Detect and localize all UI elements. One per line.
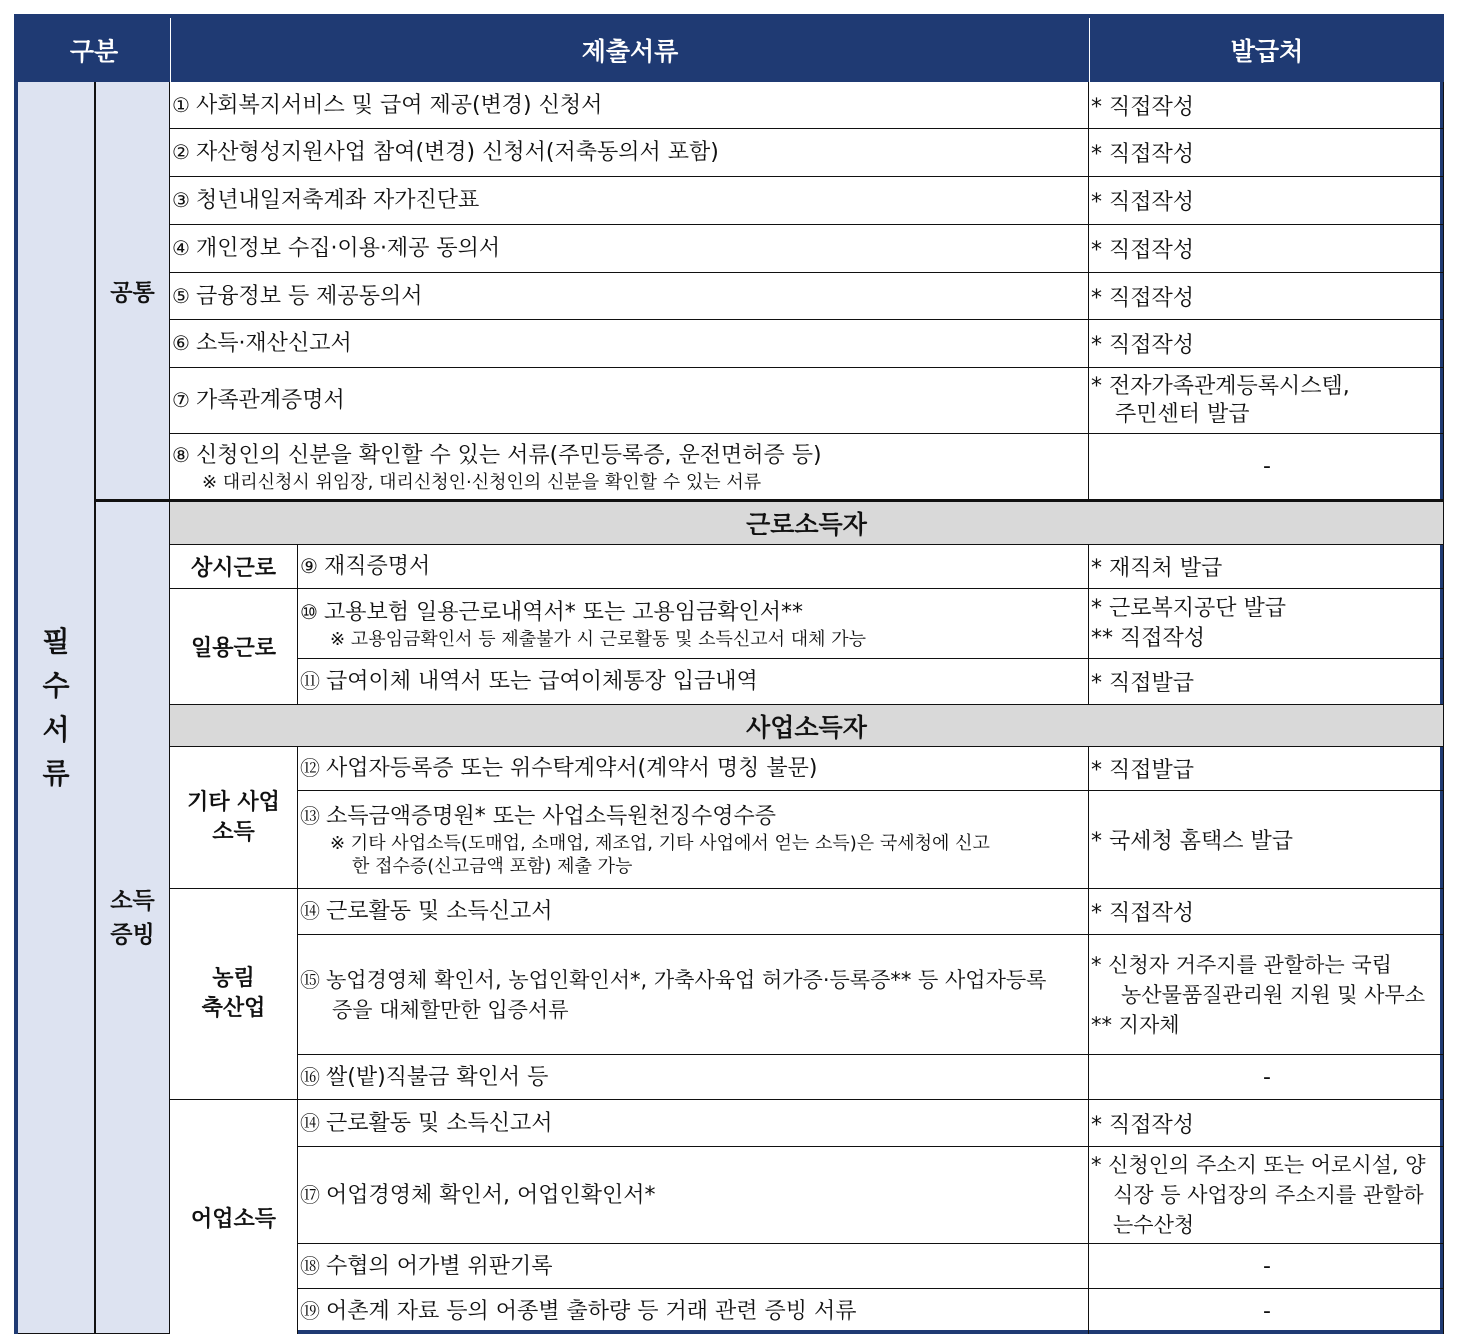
list-item: ① 사회복지서비스 및 급여 제공(변경) 신청서 <box>170 82 1089 129</box>
issuer-cell: * 국세청 홈택스 발급 <box>1089 791 1444 889</box>
issuer-cell: * 직접발급 <box>1089 659 1444 705</box>
list-item: ④ 개인정보 수집·이용·제공 동의서 <box>170 225 1089 273</box>
issuer-cell: - <box>1089 1289 1444 1334</box>
list-item: ③ 청년내일저축계좌 자가진단표 <box>170 177 1089 225</box>
header-issuer <box>1089 18 1444 82</box>
list-item: ⑱ 수협의 어가별 위판기록 <box>298 1244 1089 1289</box>
issuer-cell: * 신청자 거주지를 관할하는 국립 농산물품질관리원 지원 및 사무소 ** 지자체 <box>1089 935 1444 1055</box>
header-category-label: 구분 <box>69 37 119 66</box>
group-income: 소득 증빙 <box>96 502 170 1334</box>
list-item: ② 자산형성지원사업 참여(변경) 신청서(저축동의서 포함) <box>170 129 1089 177</box>
list-item: ⑥ 소득·재산신고서 <box>170 320 1089 368</box>
issuer-cell: - <box>1089 1055 1444 1100</box>
list-item: ⑧ 신청인의 신분을 확인할 수 있는 서류(주민등록증, 운전면허증 등) ※ 대리신청시 위임장, 대리신청인·신청인의 신분을 확인할 수 있는 서류 <box>170 434 1089 502</box>
sub-label-agriculture: 농림 축산업 <box>170 889 298 1100</box>
required-docs-text: 필 수 서 류 <box>42 624 70 790</box>
list-item: ⑭ 근로활동 및 소득신고서 <box>298 889 1089 935</box>
list-item: ⑪ 급여이체 내역서 또는 급여이체통장 입금내역 <box>298 659 1089 705</box>
sub-label-other-business: 기타 사업 소득 <box>170 747 298 889</box>
document-table <box>14 14 1444 1334</box>
list-item: ⑦ 가족관계증명서 <box>170 368 1089 434</box>
issuer-cell: * 근로복지공단 발급 ** 직접작성 <box>1089 589 1444 659</box>
required-docs-label <box>18 82 96 1334</box>
list-item: ⑫ 사업자등록증 또는 위수탁계약서(계약서 명칭 불문) <box>298 747 1089 791</box>
header-documents <box>170 18 1089 82</box>
list-item: ⑰ 어업경영체 확인서, 어업인확인서* <box>298 1147 1089 1244</box>
sub-label-fishery: 어업소득 <box>170 1100 298 1334</box>
sub-label-regular: 상시근로 <box>170 545 298 589</box>
issuer-cell: * 직접작성 <box>1089 225 1444 273</box>
issuer-cell: * 직접작성 <box>1089 82 1444 129</box>
issuer-cell: - <box>1089 1244 1444 1289</box>
list-item: ⑲ 어촌계 자료 등의 어종별 출하량 등 거래 관련 증빙 서류 <box>298 1289 1089 1334</box>
header-issuer-label: 발급처 <box>1230 37 1304 66</box>
list-item: ⑨ 재직증명서 <box>298 545 1089 589</box>
issuer-cell: * 직접작성 <box>1089 273 1444 320</box>
issuer-cell: * 직접작성 <box>1089 1100 1444 1147</box>
issuer-cell: - <box>1089 434 1444 502</box>
header-category <box>18 18 170 82</box>
list-item: ⑮ 농업경영체 확인서, 농업인확인서*, 가축사육업 허가증·등록증** 등 사업자등록 증을 대체할만한 입증서류 <box>298 935 1089 1055</box>
sub-label-daily: 일용근로 <box>170 589 298 705</box>
issuer-cell: * 직접작성 <box>1089 129 1444 177</box>
list-item: ⑬ 소득금액증명원* 또는 사업소득원천징수영수증 ※ 기타 사업소득(도매업, 소매업, 제조업, 기타 사업에서 얻는 소득)은 국세청에 신고 한 접수증(신고금액 포함) 제출 가능 <box>298 791 1089 889</box>
header-documents-label: 제출서류 <box>581 37 679 66</box>
list-item: ⑤ 금융정보 등 제공동의서 <box>170 273 1089 320</box>
list-item: ⑭ 근로활동 및 소득신고서 <box>298 1100 1089 1147</box>
issuer-cell: * 전자가족관계등록시스템, 주민센터 발급 <box>1089 368 1444 434</box>
issuer-cell: * 직접발급 <box>1089 747 1444 791</box>
section-business-earners: 사업소득자 <box>170 705 1444 747</box>
issuer-cell: * 직접작성 <box>1089 889 1444 935</box>
list-item: ⑩ 고용보험 일용근로내역서* 또는 고용임금확인서** ※ 고용임금확인서 등 제출불가 시 근로활동 및 소득신고서 대체 가능 <box>298 589 1089 659</box>
section-wage-earners: 근로소득자 <box>170 502 1444 545</box>
list-item: ⑯ 쌀(밭)직불금 확인서 등 <box>298 1055 1089 1100</box>
issuer-cell: * 신청인의 주소지 또는 어로시설, 양 식장 등 사업장의 주소지를 관할하 는수산청 <box>1089 1147 1444 1244</box>
issuer-cell: * 직접작성 <box>1089 177 1444 225</box>
issuer-cell: * 직접작성 <box>1089 320 1444 368</box>
issuer-cell: * 재직처 발급 <box>1089 545 1444 589</box>
group-common: 공통 <box>96 82 170 502</box>
